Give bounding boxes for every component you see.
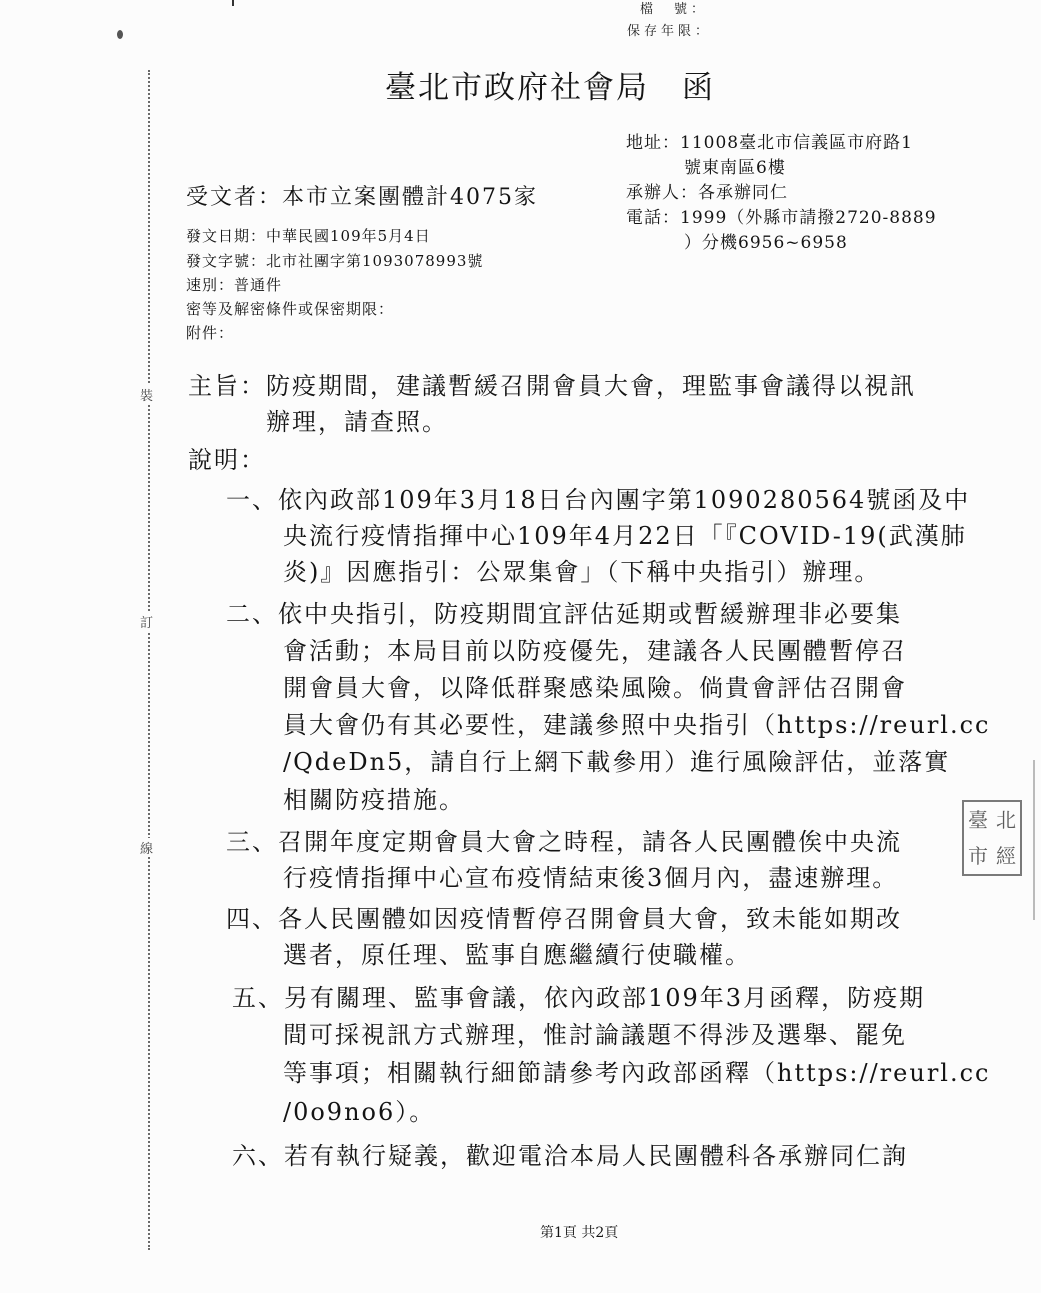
seal-char: 經 bbox=[996, 844, 1016, 868]
item-3-line: 行疫情指揮中心宣布疫情結束後3個月內，盡速辦理。 bbox=[283, 864, 899, 892]
secrecy-level: 密等及解密條件或保密期限： bbox=[186, 300, 395, 318]
item-5-line: 間可採視訊方式辦理，惟討論議題不得涉及選舉、罷免 bbox=[283, 1021, 907, 1049]
item-6-line: 六、若有執行疑義，歡迎電洽本局人民團體科各承辦同仁詢 bbox=[232, 1142, 908, 1170]
issue-date: 發文日期：中華民國109年5月4日 bbox=[186, 227, 431, 245]
retention-label: 保存年限： bbox=[627, 24, 713, 39]
item-1-line: 一、依內政部109年3月18日台內團字第1090280564號函及中 bbox=[226, 486, 971, 514]
margin-hole-mark bbox=[117, 30, 123, 39]
page-edge-mark bbox=[232, 0, 234, 6]
document-title: 臺北市政府社會局 函 bbox=[385, 70, 715, 106]
binding-mark-ding: 訂 bbox=[140, 612, 153, 631]
binding-mark-zhuang: 裝 bbox=[140, 385, 153, 404]
item-4-line: 選者，原任理、監事自應繼續行使職權。 bbox=[283, 941, 751, 969]
item-2-line: 員大會仍有其必要性，建議參照中央指引（https://reurl.cc bbox=[283, 711, 991, 739]
seal-char: 市 bbox=[968, 844, 988, 868]
sender-address-line1: 地址：11008臺北市信義區市府路1 bbox=[626, 133, 913, 153]
item-2-line: /QdeDn5，請自行上網下載參用）進行風險評估，並落實 bbox=[283, 748, 951, 776]
subject-line1: 主旨：防疫期間，建議暫緩召開會員大會，理監事會議得以視訊 bbox=[188, 372, 916, 400]
official-seal-stamp bbox=[962, 800, 1022, 876]
item-5-line: 等事項；相關執行細節請參考內政部函釋（https://reurl.cc bbox=[283, 1059, 991, 1087]
binding-line bbox=[148, 70, 150, 1250]
item-1-line: 炎)』因應指引：公眾集會」（下稱中央指引）辦理。 bbox=[283, 558, 881, 586]
item-5-line: 五、另有關理、監事會議，依內政部109年3月函釋，防疫期 bbox=[232, 984, 926, 1012]
item-3-line: 三、召開年度定期會員大會之時程，請各人民團體俟中央流 bbox=[226, 828, 902, 856]
file-number-label: 檔 號： bbox=[640, 2, 709, 17]
item-2-line: 相關防疫措施。 bbox=[283, 786, 465, 814]
item-2-line: 開會員大會，以降低群聚感染風險。倘貴會評估召開會 bbox=[283, 674, 907, 702]
page-footer: 第1頁 共2頁 bbox=[540, 1225, 619, 1241]
seal-char: 臺 bbox=[968, 808, 988, 832]
binding-mark-xian: 線 bbox=[140, 838, 153, 857]
recipient: 受文者：本市立案團體計4075家 bbox=[186, 185, 538, 210]
scan-edge-mark bbox=[1033, 760, 1035, 920]
attachment-label: 附件： bbox=[186, 324, 235, 342]
item-2-line: 會活動；本局目前以防疫優先，建議各人民團體暫停召 bbox=[283, 637, 907, 665]
sender-phone-line1: 電話：1999（外縣市請撥2720-8889 bbox=[626, 208, 937, 228]
subject-line2: 辦理，請查照。 bbox=[266, 408, 448, 436]
sender-phone-line2: ）分機6956~6958 bbox=[684, 233, 848, 253]
document-number: 發文字號：北市社團字第1093078993號 bbox=[186, 252, 484, 270]
item-1-line: 央流行疫情指揮中心109年4月22日「『COVID-19(武漢肺 bbox=[283, 522, 967, 550]
item-4-line: 四、各人民團體如因疫情暫停召開會員大會，致未能如期改 bbox=[226, 905, 902, 933]
item-5-line: /0o9no6）。 bbox=[283, 1098, 436, 1126]
explanation-label: 說明： bbox=[188, 446, 266, 474]
sender-contact: 承辦人：各承辦同仁 bbox=[626, 183, 788, 203]
item-2-line: 二、依中央指引，防疫期間宜評估延期或暫緩辦理非必要集 bbox=[226, 600, 902, 628]
sender-address-line2: 號東南區6樓 bbox=[684, 158, 786, 178]
seal-char: 北 bbox=[996, 808, 1016, 832]
delivery-speed: 速別：普通件 bbox=[186, 276, 283, 294]
